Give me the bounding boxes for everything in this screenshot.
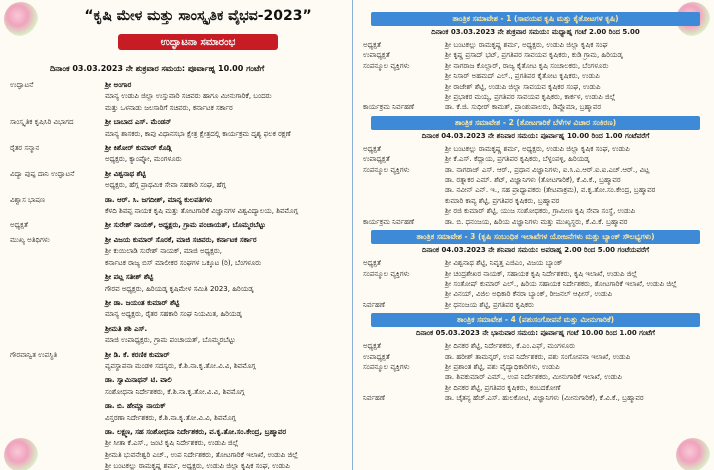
session-role: [363, 92, 445, 102]
session-name: ಶ್ರೀ ಚಂದ್ರಶೇಖರ ನಾಯಕ್, ಸಹಾಯಕ ಕೃಷಿ ನಿರ್ದೇಶಕರು, ಕೃಷಿ ಇಲಾಖೆ, ಉಡುಪಿ ಜಿಲ್ಲೆ: [445, 269, 638, 278]
guest-row: [10, 335, 345, 346]
session-role: ಸಂಪನ್ಮೂಲ ವ್ಯಕ್ತಿಗಳು: [363, 61, 410, 70]
session-role: ಕಾರ್ಯಕ್ರಮ ನಿರ್ವಹಣೆ: [363, 103, 415, 112]
guest-role: [10, 180, 105, 191]
session-role: ಅಧ್ಯಕ್ಷತೆ: [363, 342, 381, 351]
guest-name: ಶ್ರೀ ಡಾ. ಜಯಂತ ಕುಮಾರ್ ಶೆಟ್ಟಿ: [105, 298, 180, 307]
guest-row: [10, 298, 345, 309]
guest-name: ಅಧ್ಯಕ್ಷರು, ಹೆಗ್ಗ ಪ್ರಾಥಮಿಕ ಸೇವಾ ಸಹಕಾರಿ ಸಂಘ, ಹೆಗ್ಗ: [105, 181, 226, 190]
guest-name: ಶ್ರೀ ಸುರೇಶ್ ನಾಯಕ್, ಅಧ್ಯಕ್ಷರು, ಗ್ರಾಮ ಪಂಚಾಯತ್, ಬೊಮ್ಮರಬೆಟ್ಟು: [105, 221, 266, 230]
guest-role: [10, 324, 105, 335]
guest-name: ಅಧ್ಯಕ್ಷರು, ಕ್ಯಾಂಪ್ಕೋ, ಮಂಗಳೂರು: [105, 155, 182, 164]
session-name: ಶ್ರೀ ರಾಜೇಶ್ ಶೆಟ್ಟಿ, ಉಡುಪಿ ಜಿಲ್ಲಾ ಸಾವಯವ ಕೃಷಿಕರ ಸಂಘ, ಉಡುಪಿ: [445, 82, 601, 91]
session-role: ಸಂಪನ್ಮೂಲ ವ್ಯಕ್ತಿಗಳು: [363, 362, 410, 371]
session-role: [363, 196, 445, 206]
session-row: [357, 71, 714, 81]
guest-row: [10, 154, 345, 165]
guest-name: ಮತ್ತು ಒಳನಾಡು ಜಲಸಾರಿಗೆ ಸಚಿವರು, ಕರ್ನಾಟಕ ಸರ್ಕಾರ: [105, 103, 233, 112]
session-block: [357, 12, 714, 113]
session-role: ಉಪಾಧ್ಯಕ್ಷತೆ: [363, 352, 390, 361]
session-role: ನಿರ್ವಹಣೆ: [363, 300, 385, 309]
guest-name: ಶ್ರೀ ಕಿಶೋರ್ ಕುಮಾರ್ ಕೊಡ್ಗಿ: [105, 144, 172, 153]
session-name: ಡಾ. ಚೈತನ್ಯ ಹೆಚ್.ಎಸ್. ಹುಲಕೋಟಿ, ವಿಜ್ಞಾನಿಗಳು (ಮೀನುಗಾರಿಕೆ), ಕೆ.ವಿ.ಕೆ., ಬ್ರಹ್ಮಾವರ: [445, 394, 644, 403]
session-name: ಶ್ರೀ ಕೃಷ್ಣ ಪ್ರಸಾದ್ ಭಟ್, ಪ್ರಗತಿಪರ ಸಾವಯವ ಕೃಷಿಕರು, ಕುಡಿ ಗ್ರಾಮ, ಹಿರಿಯಡ್ಕ: [445, 51, 623, 60]
technical-sessions: [357, 0, 714, 470]
session-row: [357, 258, 714, 268]
guest-role: ವಿಶ್ವಾಸ ಭಾಷಣ: [10, 195, 45, 204]
guest-row: [10, 427, 345, 438]
session-role: [363, 175, 445, 185]
guest-row: [10, 450, 345, 461]
session-name: ಶ್ರೀ ದಿನಕರ ಶೆಟ್ಟಿ, ನಿರ್ದೇಶಕರು, ಕೆ.ಎಂ.ಎಫ್, ಮಂಗಳೂರು: [445, 342, 576, 351]
session-role: ಅಧ್ಯಕ್ಷತೆ: [363, 41, 381, 49]
guest-role: [10, 438, 105, 449]
session-role: [363, 372, 445, 382]
session-name: ಶ್ರೀ ನಾಗರಾಜ ಕೊಲ್ಲಾರ್, ರಾಜ್ಯ ಕೈತೋಟ ಕೃಷಿ ಸಂಚಾಲಕರು, ಬೆಂಗಳೂರು: [445, 61, 609, 70]
session-row: [357, 217, 714, 227]
guest-row: [10, 129, 345, 140]
session-row: [357, 269, 714, 279]
session-role: ಅಧ್ಯಕ್ಷತೆ: [363, 259, 381, 268]
guest-row: [10, 235, 345, 246]
inauguration-dateline: ದಿನಾಂಕ 03.03.2023 ನೇ ಶುಕ್ರವಾರ ಸಮಯ: ಪೂರ್ವಾಹ್ನ 10.00 ಗಂಟೆಗೆ: [50, 64, 265, 73]
session-row: [357, 393, 714, 403]
session-role: [363, 206, 445, 216]
session-row: [357, 154, 714, 164]
guest-role: [10, 387, 105, 398]
guest-name: ಕೆಳದಿ ಶಿವಪ್ಪ ನಾಯಕ ಕೃಷಿ ಮತ್ತು ತೋಟಗಾರಿಕೆ ವಿಜ್ಞಾನಗಳ ವಿಶ್ವವಿದ್ಯಾಲಯ, ಶಿವಮೊಗ್ಗ: [105, 207, 298, 216]
guest-row: [10, 80, 345, 91]
guest-role: [10, 401, 105, 412]
guest-role: [10, 413, 105, 424]
session-role: ಉಪಾಧ್ಯಕ್ಷತೆ: [363, 51, 390, 60]
session-role: [363, 383, 445, 393]
guest-row: [10, 169, 345, 180]
guest-name: ಶ್ರೀ ವಿಶ್ವನಾಥ ಶೆಟ್ಟಿ: [105, 169, 146, 178]
session-name: ಶ್ರೀ ವಿನಯ್, ವಿಜಿಲ ಅಧಿಕಾರಿ ಕೆನರಾ ಬ್ಯಾಂಕ್, ರೀಜನಲ್ ಆಫೀಸ್, ಉಡುಪಿ: [445, 290, 613, 299]
guest-role: [10, 361, 105, 372]
session-role: [363, 71, 445, 81]
inauguration-badge: ಉದ್ಘಾಟನಾ ಸಮಾರಂಭ: [118, 34, 278, 50]
session-date: ದಿನಾಂಕ 04.03.2023 ನೇ ಶನಿವಾರ ಸಮಯ: ಪೂರ್ವಾಹ್ನ 10.00 ರಿಂದ 1.00 ಗಂಟೆವರೆಗೆ: [421, 131, 650, 140]
session-name: ಕುಮಾರಿ ಕಾವ್ಯ ಶೆಟ್ಟಿ, ಪ್ರಗತಿಪರ ಕೃಷಿಕರು, ಬ್ರಹ್ಮಾವರ: [445, 196, 560, 205]
guest-row: [10, 361, 345, 372]
session-role: ನಿರ್ವಹಣೆ: [363, 394, 385, 403]
guest-name: ಮಾನ್ಯ ಉಡುಪಿ ಜಿಲ್ಲಾ ಉಸ್ತುವಾರಿ ಸಚಿವರು ಹಾಗೂ ಮೀನುಗಾರಿಕೆ, ಬಂದರು: [105, 92, 272, 101]
session-date: ದಿನಾಂಕ 05.03.2023 ನೇ ಭಾನುವಾರ ಸಮಯ: ಪೂರ್ವಾಹ್ನ ಗಂಟೆ 10.00 ರಿಂದ 1.00 ಗಂಟೆಗೆ: [416, 329, 655, 338]
session-row: [357, 362, 714, 372]
session-name: ಡಾ. ನಾಗರಾಜ್ ಎಸ್. ಆರ್., ಪ್ರಧಾನ ವಿಜ್ಞಾನಿಗಳು, ಐ.ಸಿ.ಎ.ಆರ್.ಐ.ಐ.ಎಚ್.ಆರ್., ವಿಟ್ಲ: [445, 165, 650, 174]
guest-name: ವಿಸ್ತರಣಾ ನಿರ್ದೇಶಕರು, ಕೆ.ಶಿ.ನಾ.ಕೃ.ತೋ.ವಿ.ವಿ, ಶಿವಮೊಗ್ಗ: [105, 413, 236, 422]
session-row: [357, 50, 714, 60]
guest-name: ಮಾನ್ಯ ಶಾಸಕರು, ಕಾಪು ವಿಧಾನಸಭಾ ಕ್ಷೇತ್ರ ಕ್ಷೇತ್ರದಲ್ಲಿ ಕಾರ್ಯಕ್ರಮ ದೃಶ್ಯ ಫಲಕ ರಕ್ಷಣೆ: [105, 129, 291, 138]
guest-role: ಉದ್ಘಾಟನೆ: [10, 81, 34, 89]
guest-row: [10, 284, 345, 295]
session-role: ಉಪಾಧ್ಯಕ್ಷತೆ: [363, 155, 390, 164]
guest-row: [10, 195, 345, 206]
session-name: ಶ್ರೀ ದಿನಕರ ಶೆಟ್ಟಿ, ಪ್ರಗತಿಪರ ಕೃಷಿಕರು, ಕಂಬದಕೋಣೆ: [445, 383, 561, 392]
session-row: [357, 341, 714, 351]
session-row: [357, 165, 714, 175]
session-row: [357, 383, 714, 393]
guest-row: [10, 143, 345, 154]
guest-row: [10, 375, 345, 386]
session-role: [363, 82, 445, 92]
session-row: [357, 82, 714, 92]
session-row: [357, 372, 714, 382]
session-date: ದಿನಾಂಕ 04.03.2023 ನೇ ಶನಿವಾರ ಸಮಯ: ಅಪರಾಹ್ನ 2.00 ರಿಂದ 5.00 ಗಂಟೆಯವರೆಗೆ: [421, 246, 650, 255]
guest-row: [10, 206, 345, 217]
guest-name: ಶ್ರೀಮತಿ ಭುವನೇಶ್ವರಿ ಎಚ್., ಉಪ ನಿರ್ದೇಶಕರು, ತೋಟಗಾರಿಕೆ ಇಲಾಖೆ, ಉಡುಪಿ ಜಿಲ್ಲೆ: [105, 450, 298, 459]
guest-name: ಮಾನ್ಯ ಅಧ್ಯಕ್ಷರು, ರೈತರ ಸಹಕಾರಿ ಸಂಘ ನಿಯಮಿತ, ಹಿರಿಯಡ್ಕ: [105, 310, 242, 319]
session-name: ಶ್ರೀ ಬಂಟಕಲ್ಲು ರಾಮಕೃಷ್ಣ ಶರ್ಮ, ಅಧ್ಯಕ್ಷರು, ಉಡುಪಿ ಜಿಲ್ಲಾ ಕೃಷಿಕ ಸಂಘ: [445, 41, 608, 49]
guest-row: [10, 258, 345, 269]
session-row: [357, 289, 714, 299]
inauguration-guest-list: [10, 80, 345, 470]
guest-role: [10, 91, 105, 102]
guest-row: [10, 272, 345, 283]
guest-name: ಶ್ರೀ ಡಿ. ಕೆ. ಕರಣಿಕ ಕುಮಾರ್: [105, 350, 170, 359]
guest-role: [10, 258, 105, 269]
guest-role: ವಿದ್ಯಾ ಪುಷ್ಪ ದಾನಿ ಉದ್ಘಾಟನೆ: [10, 169, 75, 178]
guest-row: [10, 438, 345, 449]
guest-role: [10, 103, 105, 114]
guest-role: [10, 206, 105, 217]
session-row: [357, 61, 714, 71]
guest-name: ಡಾ. ಸ್ವಾಮಿನಾಥನ್ ಟಿ. ವಾಲಿ: [105, 376, 172, 385]
session-row: [357, 352, 714, 362]
session-block: [357, 116, 714, 227]
guest-name: ಡಾ. ಲಕ್ಷ್ಮಣ, ಸಹ ಸಂಶೋಧನಾ ನಿರ್ದೇಶಕರು, ವ.ಕೃ.ತೋ.ಸಂ.ಕೇಂದ್ರ, ಬ್ರಹ್ಮಾವರ: [105, 427, 287, 436]
session-name: ಶ್ರೀ ಬಂಟಕಲ್ಲು ರಾಮಕೃಷ್ಣ ಶರ್ಮ, ಅಧ್ಯಕ್ಷರು, ಉಡುಪಿ ಜಿಲ್ಲಾ ಕೃಷಿಕ ಸಂಘ, ಉಡುಪಿ: [445, 144, 630, 153]
event-title: “ಕೃಷಿ ಮೇಳ ಮತ್ತು ಸಾಂಸ್ಕೃತಿಕ ವೈಭವ-2023”: [84, 8, 312, 24]
guest-name: ಶ್ರೀ ಅಂಗಾರ: [105, 81, 132, 89]
guest-name: ವ್ಯವಸ್ಥಾಪನಾ ಮಂಡಳಿ ಸದಸ್ಯರು, ಕೆ.ಶಿ.ನಾ.ಕೃ.ತೋ.ವಿ.ವಿ, ಶಿವಮೊಗ್ಗ: [105, 361, 256, 370]
session-date: ದಿನಾಂಕ 03.03.2023 ನೇ ಶುಕ್ರವಾರ ಸಮಯ: ಮಧ್ಯಾಹ್ನ ಗಂಟೆ 2.00 ರಿಂದ 5.00: [431, 28, 640, 36]
session-heading: ತಾಂತ್ರಿಕ ಸಮಾವೇಶ - 1 (ಸಾವಯವ ಕೃಷಿ ಮತ್ತು ಕೈತೋಟಗಳ ಕೃಷಿ): [371, 12, 700, 26]
guest-row: [10, 350, 345, 361]
guest-name: ಶ್ರೀ ಸೀತಾ ಕೆ.ಎಸ್., ಜಂಟಿ ಕೃಷಿ ನಿರ್ದೇಶಕರು, ಉಡುಪಿ ಜಿಲ್ಲೆ: [105, 439, 239, 448]
guest-row: [10, 246, 345, 257]
session-row: [357, 206, 714, 216]
session-row: [357, 300, 714, 310]
guest-role: [10, 298, 105, 309]
guest-role: [10, 335, 105, 346]
guest-role: ಅಧ್ಯಕ್ಷತೆ: [10, 221, 28, 230]
guest-name: ಶ್ರೀಮತಿ ಶಶಿ ಎಸ್.: [105, 324, 148, 333]
session-row: [357, 185, 714, 195]
session-row: [357, 40, 714, 50]
session-row: [357, 175, 714, 185]
guest-row: [10, 103, 345, 114]
guest-name: ಶ್ರೀ ವಿಜಯ ಕುಮಾರ್ ಸೊರಕೆ, ಮಾಜಿ ಸಚಿವರು, ಕರ್ನಾಟಕ ಸರ್ಕಾರ: [105, 235, 257, 244]
guest-role: [10, 284, 105, 295]
session-role: [363, 279, 445, 289]
session-name: ಶ್ರೀ ಸಂತೋಷ್ ಕುಮಾರ್ ಎಲ್., ಹಿರಿಯ ಸಹಾಯಕ ನಿರ್ದೇಶಕರು, ತೋಟಗಾರಿಕೆ ಇಲಾಖೆ, ಉಡುಪಿ ಜಿಲ್ಲೆ: [445, 279, 677, 288]
flower-decoration-icon: [4, 2, 38, 36]
session-name: ಶ್ರೀ ಪ್ರಭಾಕರ ಮಯ್ಯ, ಪ್ರಗತಿಪರ ಸಾವಯವ ಕೃಷಿಕರು, ಕಾರ್ಕಳ, ಉಡುಪಿ ಜಿಲ್ಲೆ: [445, 93, 616, 102]
guest-row: [10, 91, 345, 102]
guest-name: ಕರ್ನಾಟಕ ರಾಜ್ಯ ಬಿಸ್ ಮಾಲೀಕರ ಸಂಘಗಳ ಒಕ್ಕೂಟ (ರಿ), ಬೆಂಗಳೂರು: [105, 258, 262, 267]
session-heading: ತಾಂತ್ರಿಕ ಸಮಾವೇಶ - 4 (ಪಶುಸಂಗೋಪನೆ ಮತ್ತು ಮೀನುಗಾರಿಕೆ): [371, 313, 700, 327]
session-row: [357, 196, 714, 206]
guest-name: ಶ್ರೀ ಬಂಟಕಲ್ಲು ರಾಮಕೃಷ್ಣ ಶರ್ಮ, ಅಧ್ಯಕ್ಷರು, ಉಡುಪಿ ಜಿಲ್ಲಾ ಕೃಷಿಕ ಸಂಘ, ಉಡುಪಿ: [105, 462, 290, 470]
guest-name: ಡಾ. ಆರ್. ಸಿ. ಜಗದೀಶ್, ಮಾನ್ಯ ಕುಲಪತಿಗಳು: [105, 195, 213, 204]
session-name: ಡಾ. ಹರೀಶ್ ತಾಮನ್ಕರ್, ಉಪ ನಿರ್ದೇಶಕರು, ಪಶು ಸಂಗೋಪನಾ ಇಲಾಖೆ, ಉಡುಪಿ: [445, 352, 631, 361]
guest-role: [10, 154, 105, 165]
guest-name: ಮಾಜಿ ಉಪಾಧ್ಯಕ್ಷರು, ಗ್ರಾಮ ಪಂಚಾಯತ್, ಬೊಮ್ಮರಬೆಟ್ಟು: [105, 336, 236, 345]
session-row: [357, 279, 714, 289]
session-heading: ತಾಂತ್ರಿಕ ಸಮಾವೇಶ - 3 (ಕೃಷಿ ಸಂಬಂಧಿತ ಇಲಾಖೆಗಳ ಯೋಜನೆಗಳು ಮತ್ತು ಬ್ಯಾಂಕ್ ಸೌಲಭ್ಯಗಳು): [371, 230, 700, 244]
session-role: [363, 185, 445, 195]
session-role: ಸಂಪನ್ಮೂಲ ವ್ಯಕ್ತಿಗಳು: [363, 269, 410, 278]
guest-row: [10, 309, 345, 320]
guest-role: [10, 450, 105, 461]
session-name: ಡಾ. ರತ್ನಾಕರ ಎಮ್. ಶೆಟ್, ವಿಜ್ಞಾನಿಗಳು (ತೋಟಗಾರಿಕೆ), ಕೆ.ವಿ.ಕೆ., ಬ್ರಹ್ಮಾವರ: [445, 176, 621, 185]
guest-role: [10, 461, 105, 470]
guest-role: ಗೌರವಾನ್ವಿತ ಉಪಸ್ಥಿತಿ: [10, 350, 58, 359]
session-block: [357, 230, 714, 310]
guest-role: [10, 129, 105, 140]
guest-name: ಗೌರವ ಅಧ್ಯಕ್ಷರು, ಹಿರಿಯಡ್ಕ ಕೃಷಿಮೇಳ ಸಮಿತಿ 2023, ಹಿರಿಯಡ್ಕ: [105, 284, 254, 293]
guest-name: ಶ್ರೀ ಕುಯಿಲಾಡಿ ಸುರೇಶ್ ನಾಯಕ್, ಮಾಜಿ ಅಧ್ಯಕ್ಷರು,: [105, 247, 223, 256]
guest-role: ರೈತರ ಸನ್ಮಾನ: [10, 144, 40, 153]
guest-role: [10, 246, 105, 257]
session-name: ಶ್ರೀ ಧನಂಜಯ ಶೆಟ್ಟಿ, ಪ್ರಗತಿಪರ ಕೃಷಿಕರು: [445, 300, 534, 309]
session-name: ಡಾ. ಬಿ. ಧನಂಜಯ, ಹಿರಿಯ ವಿಜ್ಞಾನಿಗಳು ಮತ್ತು ಮುಖ್ಯಸ್ಥರು, ಕೆ.ವಿ.ಕೆ. ಬ್ರಹ್ಮಾವರ: [445, 217, 628, 226]
guest-role: ಮುಖ್ಯ ಅತಿಥಿಗಳು: [10, 235, 50, 244]
guest-row: [10, 324, 345, 335]
session-name: ಶ್ರೀ ಕೆ.ಎಸ್. ಕೆದ್ಲಾಯ, ಪ್ರಗತಿಪರ ಕೃಷಿಕರು, ಬೆಳ್ಳಂಪಳ್ಳಿ, ಹಿರಿಯಡ್ಕ: [445, 155, 590, 164]
guest-row: [10, 387, 345, 398]
guest-role: [10, 375, 105, 386]
guest-row: [10, 461, 345, 470]
session-name: ಶ್ರೀ ವಿಶ್ವನಾಥ ಶೆಟ್ಟಿ, ನಿವೃತ್ತ ಎಜಿಎಂ, ವಿಜಯ ಬ್ಯಾಂಕ್: [445, 259, 563, 268]
session-name: ಡಾ. ನವೀನ್ ಎನ್. ಇ., ಸಹ ಪ್ರಾಧ್ಯಾಪಕರು (ತೇಟವಾಕ್ರಮ), ವ.ಕೃ.ತೋ.ಸಂ.ಕೇಂದ್ರ, ಬ್ರಹ್ಮಾವರ: [445, 186, 656, 195]
guest-row: [10, 220, 345, 231]
guest-name: ಡಾ. ಬಿ. ಹೇಮ್ಲಾ ನಾಯಕ್: [105, 402, 166, 411]
session-row: [357, 92, 714, 102]
guest-row: [10, 180, 345, 191]
session-block: [357, 313, 714, 403]
session-role: ಸಂಪನ್ಮೂಲ ವ್ಯಕ್ತಿಗಳು: [363, 165, 410, 174]
session-name: ಶ್ರೀ ರಜಿ ಕುಮಾರ್ ಶೆಟ್ಟಿ, ಯುಜ ಸಂಶೋಧಕರು, ಗ್ರಾಮೀಣ ಕೃಷಿ ಸೇವಾ ಸಂಸ್ಥೆ, ಉಡುಪಿ: [445, 207, 636, 216]
session-row: [357, 102, 714, 112]
column-divider: [352, 0, 353, 470]
session-name: ಶ್ರೀ ಪ್ರಶಾಂತ ಶೆಟ್ಟಿ, ಪಶು ವೈದ್ಯಾಧಿಕಾರಿಗಳು, ಉಡುಪಿ: [445, 362, 560, 371]
session-role: ಕಾರ್ಯಕ್ರಮ ನಿರ್ವಹಣೆ: [363, 217, 415, 226]
session-name: ಡಾ. ಕೆ.ಜಿ. ಸುಧೀರ್ ಕಾಮತ್, ಪ್ರಾಂಶುಪಾಲರು, ಡಿಪ್ಲೊಮಾ, ಬ್ರಹ್ಮಾವರ: [445, 103, 602, 112]
guest-name: ಶ್ರೀ ಪಟ್ಲ ಸತೀಶ್ ಶೆಟ್ಟಿ: [105, 273, 154, 282]
session-row: [357, 144, 714, 154]
guest-role: [10, 427, 105, 438]
guest-row: [10, 117, 345, 128]
session-name: ಶ್ರೀ ನಿಸಾರ್ ಅಹಮದ್ ಎಲ್., ಪ್ರಗತಿಪರ ಕೈತೋಟ ಕೃಷಿಕರು, ಉಡುಪಿ: [445, 72, 600, 81]
guest-role: [10, 309, 105, 320]
guest-row: [10, 401, 345, 412]
guest-name: ಸಂಶೋಧನಾ ನಿರ್ದೇಶಕರು, ಕೆ.ಶಿ.ನಾ.ಕೃ.ತೋ.ವಿ.ವಿ, ಶಿವಮೊಗ್ಗ: [105, 387, 245, 396]
guest-role: ಸಾಂಸ್ಕೃತಿಕ ಕೃಷಿಸಿರಿ ವಿಭಾಗದ: [10, 118, 74, 127]
guest-role: [10, 272, 105, 283]
session-heading: ತಾಂತ್ರಿಕ ಸಮಾವೇಶ - 2 (ತೋಟಗಾರಿಕೆ ಬೆಳೆಗಳ ವಿಚಾರ ಸಂಕಿರಣ): [371, 116, 700, 130]
guest-row: [10, 413, 345, 424]
session-role: ಅಧ್ಯಕ್ಷತೆ: [363, 144, 381, 153]
guest-name: ಶ್ರೀ ಬಾಬಾದ ಎಸ್. ಮೆಂಡನ್: [105, 118, 172, 127]
session-role: [363, 289, 445, 299]
session-name: ಡಾ. ಶಿವಕುಮಾರ್ ಎಮ್., ಉಪ ನಿರ್ದೇಶಕರು, ಮೀನುಗಾರಿಕೆ ಇಲಾಖೆ, ಉಡುಪಿ: [445, 373, 622, 382]
